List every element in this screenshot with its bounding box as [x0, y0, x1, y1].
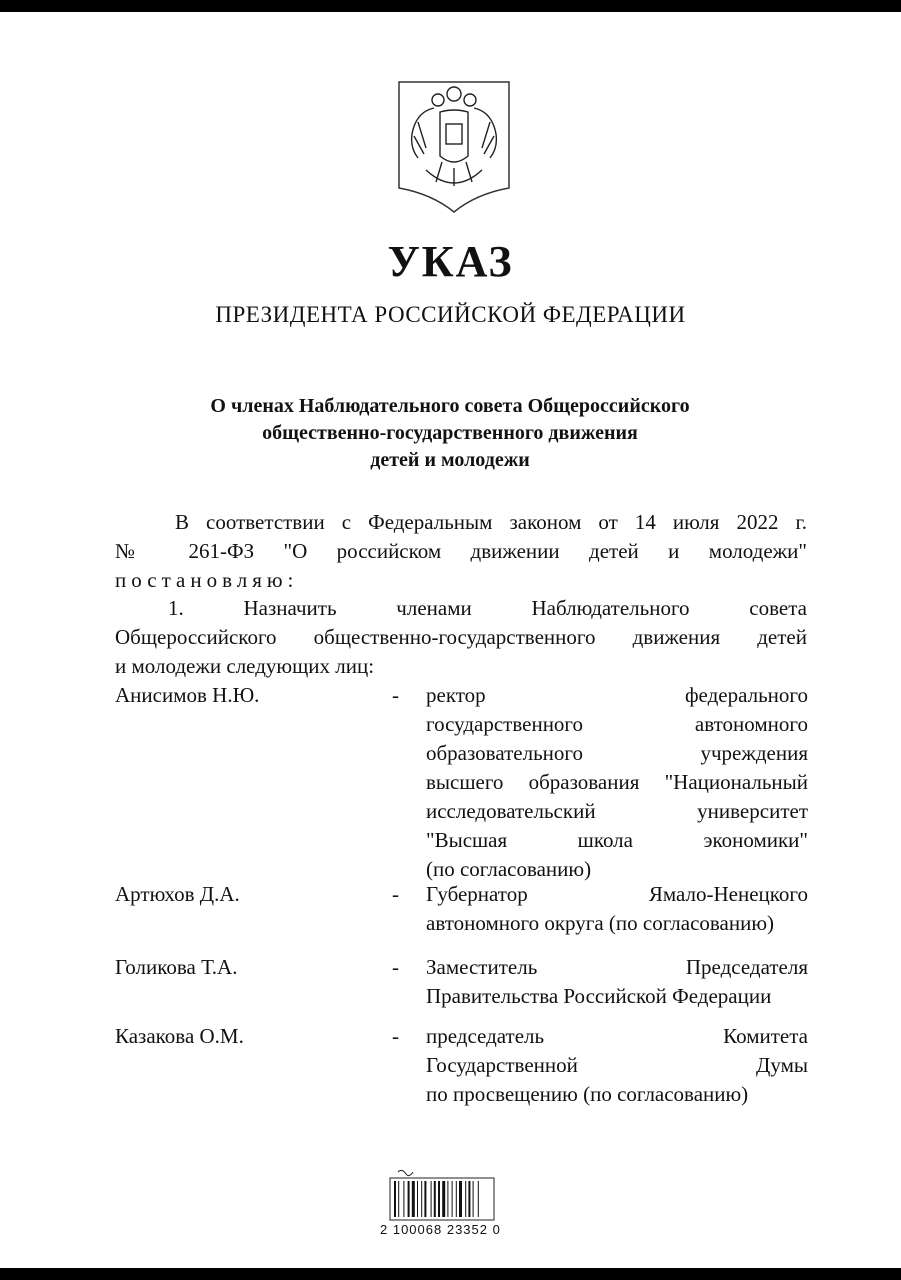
desc-line: образовательного учреждения — [426, 741, 808, 765]
desc-line: автономного округа (по согласованию) — [426, 911, 775, 935]
desc-line: ректор федерального — [426, 683, 808, 707]
clause-line: 1. Назначить членами Наблюдательного совета — [168, 596, 807, 620]
member-dash: - — [392, 882, 399, 906]
member-name: Анисимов Н.Ю. — [115, 683, 260, 707]
member-name: Казакова О.М. — [115, 1024, 244, 1048]
preamble-line: В соответствии с Федеральным законом от 14 июля 2022 г. — [175, 510, 807, 534]
member-description — [426, 681, 808, 884]
document-heading — [150, 393, 750, 474]
desc-line: по просвещению (по согласованию) — [426, 1082, 749, 1106]
clause-line: Общероссийского общественно-государственного движения детей — [115, 625, 807, 649]
desc-line: государственного автономного — [426, 712, 808, 736]
member-description — [426, 953, 808, 1011]
desc-line: высшего образования "Национальный — [426, 770, 808, 794]
heading-line: общественно-государственного движения — [262, 422, 638, 444]
member-dash: - — [392, 1024, 399, 1048]
scan-border-top — [0, 0, 901, 12]
desc-line: Заместитель Председателя — [426, 955, 808, 979]
member-description — [426, 880, 808, 938]
heading-line: О членах Наблюдательного совета Общероссийского — [210, 395, 690, 417]
member-name: Голикова Т.А. — [115, 955, 238, 979]
preamble-line: № 261-ФЗ "О российском движении детей и молодежи" — [115, 539, 807, 563]
document-subtitle: ПРЕЗИДЕНТА РОССИЙСКОЙ ФЕДЕРАЦИИ — [215, 302, 686, 327]
desc-line: "Высшая школа экономики" — [426, 828, 808, 852]
member-description — [426, 1022, 808, 1109]
desc-line: Губернатор Ямало-Ненецкого — [426, 882, 808, 906]
member-dash: - — [392, 683, 399, 707]
member-name: Артюхов Д.А. — [115, 882, 240, 906]
coat-of-arms-emblem — [396, 78, 512, 214]
decree-word: постановляю: — [115, 568, 299, 592]
desc-line: Государственной Думы — [426, 1053, 808, 1077]
desc-line: председатель Комитета — [426, 1024, 808, 1048]
heading-line: детей и молодежи — [370, 449, 530, 471]
desc-line: Правительства Российской Федерации — [426, 984, 772, 1008]
barcode-number: 2 100068 23352 0 — [380, 1222, 501, 1237]
scan-border-bottom — [0, 1268, 901, 1280]
clause-line: и молодежи следующих лиц: — [115, 654, 375, 678]
document-title: УКАЗ — [387, 237, 514, 286]
desc-line: исследовательский университет — [426, 799, 808, 823]
desc-line: (по согласованию) — [426, 857, 592, 881]
member-dash: - — [392, 955, 399, 979]
